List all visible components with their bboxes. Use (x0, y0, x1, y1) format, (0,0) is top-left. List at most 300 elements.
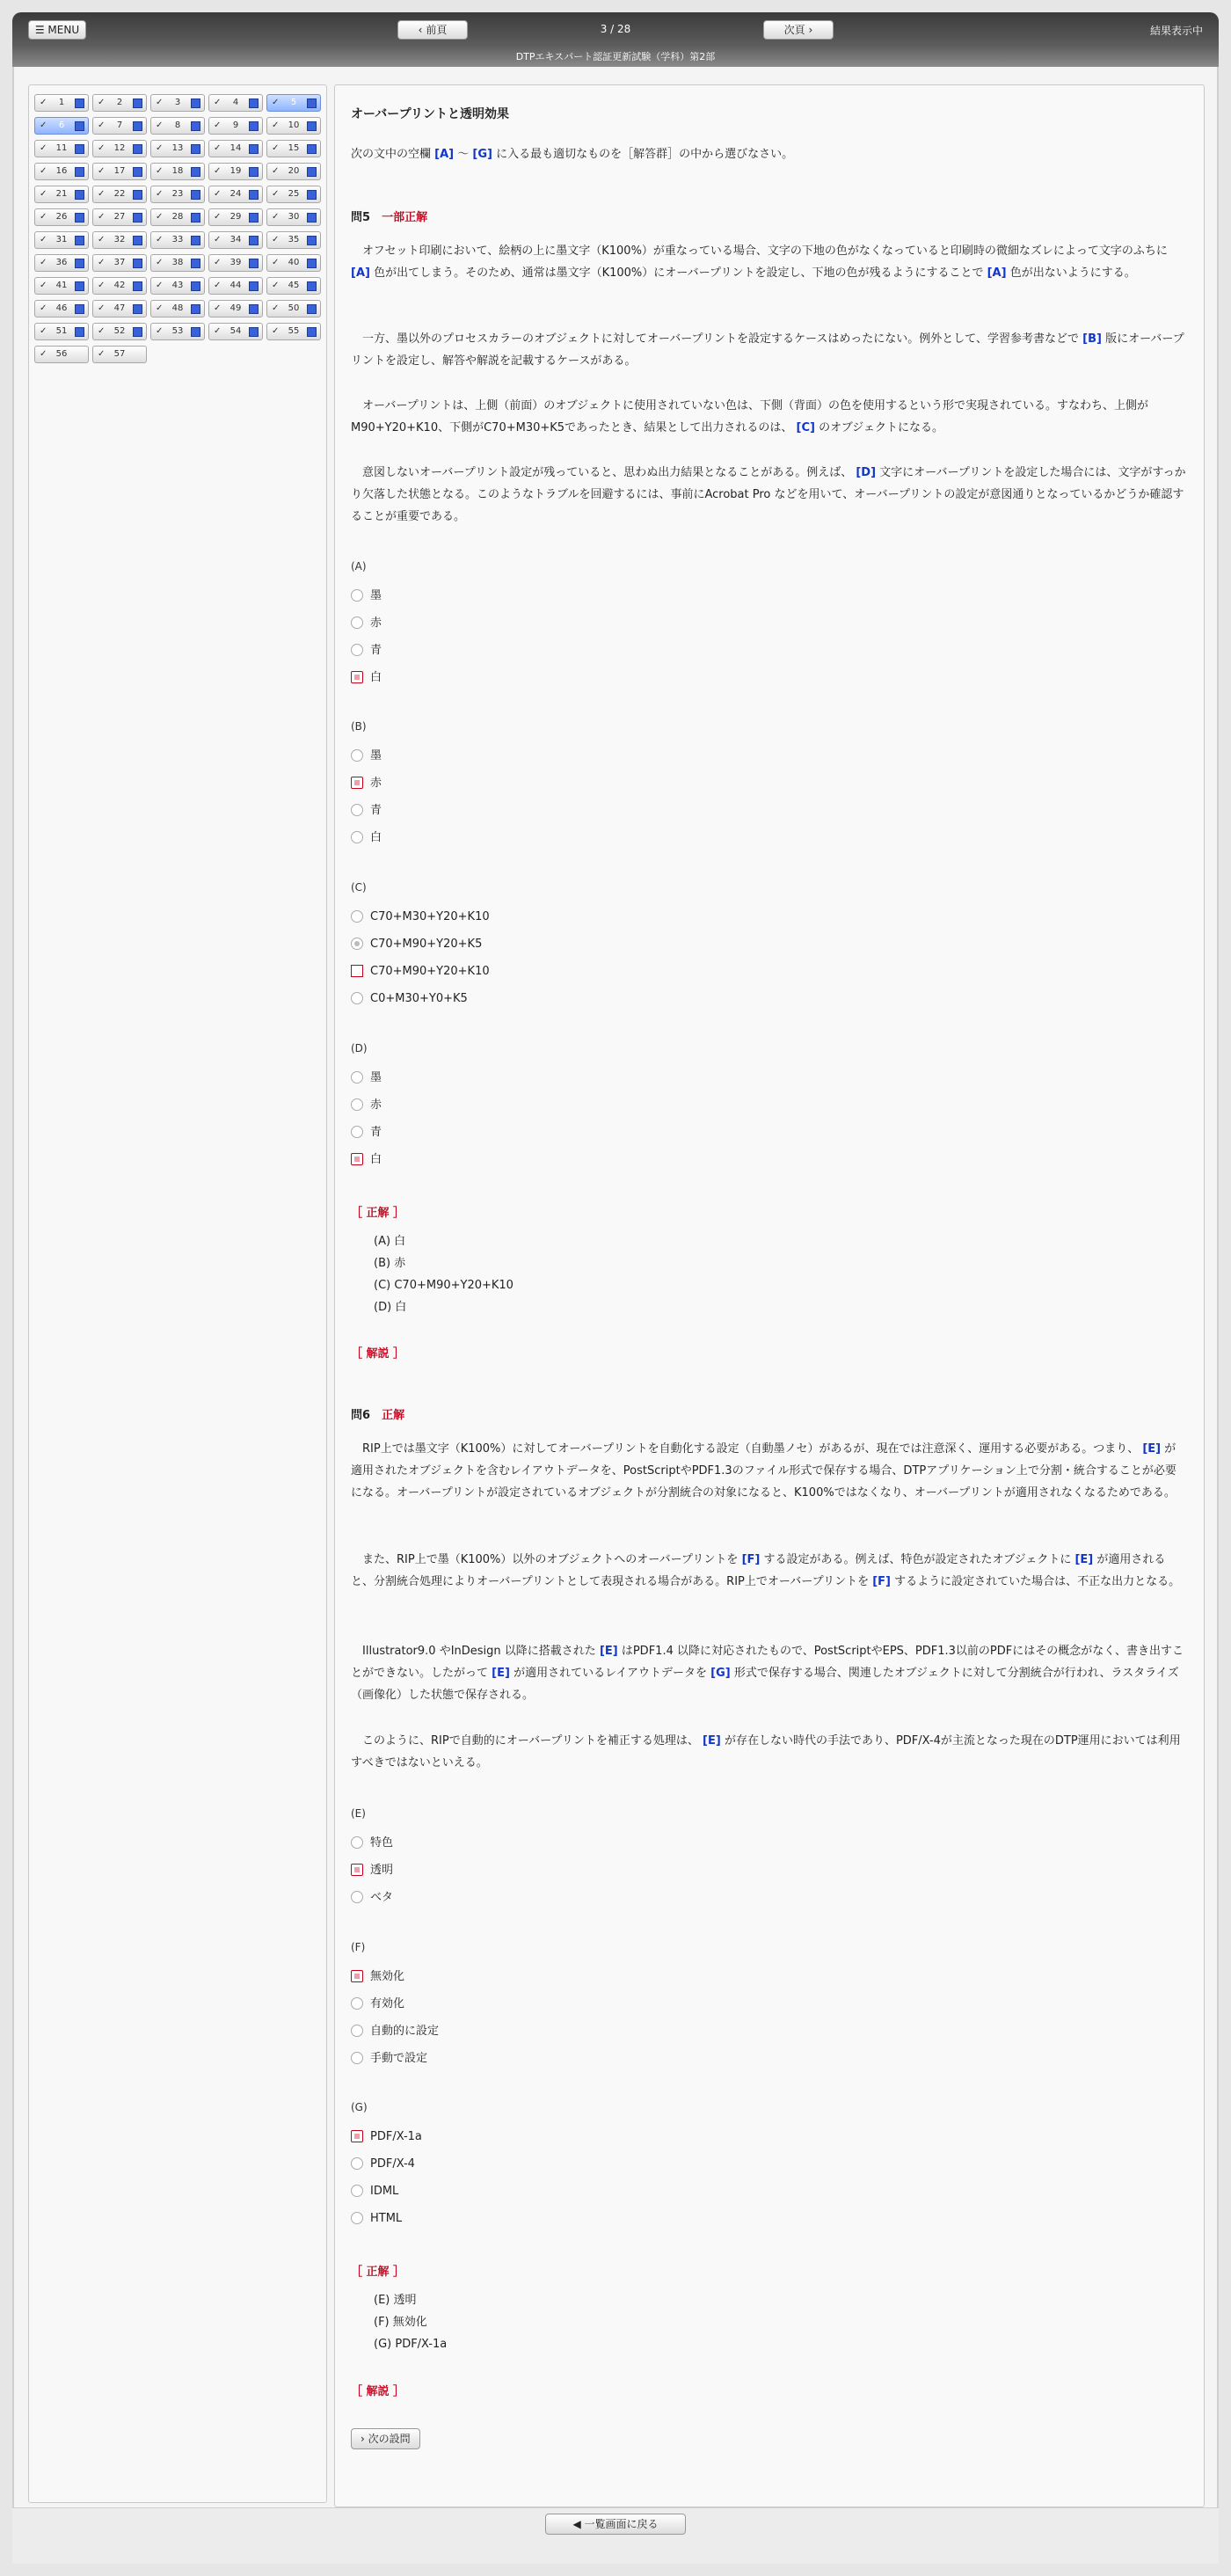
question-nav-35[interactable] (266, 231, 321, 249)
question-nav-28[interactable] (150, 208, 205, 226)
option-a-3[interactable]: 青 (351, 643, 382, 659)
question-nav-4[interactable] (208, 94, 263, 112)
question-nav-50[interactable] (266, 300, 321, 317)
check-icon: ✓ (214, 326, 222, 336)
section-title: オーバープリントと透明効果 (351, 107, 510, 121)
answered-flag-icon (191, 99, 200, 108)
group-c-label: (C) (351, 881, 367, 894)
radio-icon (351, 831, 363, 843)
question-nav-15[interactable] (266, 140, 321, 157)
option-f-1[interactable]: 無効化 (351, 1969, 404, 1985)
question-number: 12 (113, 143, 126, 153)
answered-flag-icon (133, 304, 142, 314)
check-icon: ✓ (214, 166, 222, 176)
option-b-4[interactable]: 白 (351, 830, 382, 846)
check-icon: ✓ (156, 120, 164, 130)
check-icon: ✓ (214, 258, 222, 267)
question-nav-37[interactable] (92, 254, 147, 272)
question-number: 48 (171, 303, 184, 313)
question-number: 34 (229, 235, 242, 244)
answered-flag-icon (75, 213, 84, 223)
selected-radio-icon (351, 671, 363, 683)
check-icon: ✓ (156, 98, 164, 107)
arrow-left-circle-icon: ◀ (572, 2518, 581, 2530)
answered-flag-icon (307, 236, 317, 245)
question-nav-1[interactable] (34, 94, 89, 112)
question-nav-45[interactable] (266, 277, 321, 295)
selected-radio-icon (351, 1153, 363, 1165)
option-e-2[interactable]: 透明 (351, 1863, 393, 1879)
q5-explanation-heading: ［ 解説 ］ (351, 1347, 405, 1361)
question-nav-30[interactable] (266, 208, 321, 226)
question-number: 54 (229, 326, 242, 336)
question-content (334, 84, 1205, 2507)
chevron-right-icon: › (361, 2433, 365, 2445)
question-number: 24 (229, 189, 242, 199)
question-nav-41[interactable] (34, 277, 89, 295)
question-nav-38[interactable] (150, 254, 205, 272)
check-icon: ✓ (98, 349, 106, 359)
answered-flag-icon (75, 121, 84, 131)
check-icon: ✓ (98, 189, 106, 199)
question-number: 50 (288, 303, 300, 313)
radio-icon (351, 749, 363, 762)
q6-answer-2: (F) 無効化 (374, 2316, 427, 2329)
answered-flag-icon (249, 304, 259, 314)
answered-flag-icon (75, 327, 84, 337)
answered-flag-icon (249, 259, 259, 268)
option-a-2[interactable]: 赤 (351, 616, 382, 631)
check-icon: ✓ (40, 258, 47, 267)
answered-flag-icon (249, 213, 259, 223)
answered-flag-icon (133, 281, 142, 291)
radio-icon (351, 1071, 363, 1084)
question-nav-54[interactable] (208, 323, 263, 340)
question-nav-22[interactable] (92, 186, 147, 203)
check-icon: ✓ (272, 235, 280, 244)
question-number: 55 (288, 326, 300, 336)
check-icon: ✓ (98, 166, 106, 176)
check-icon: ✓ (272, 212, 280, 222)
option-d-3[interactable]: 青 (351, 1125, 382, 1141)
option-d-1[interactable]: 墨 (351, 1070, 382, 1086)
question-number: 2 (116, 98, 123, 107)
chevron-right-icon: › (808, 24, 813, 36)
question-number: 31 (55, 235, 68, 244)
check-icon: ✓ (214, 235, 222, 244)
q6-answer-heading: ［ 正解 ］ (351, 2266, 405, 2279)
question-number: 21 (55, 189, 68, 199)
check-icon: ✓ (272, 303, 280, 313)
answered-flag-icon (133, 99, 142, 108)
q6-answer-3: (G) PDF/X-1a (374, 2338, 448, 2351)
question-nav-57[interactable] (92, 346, 147, 363)
question-nav-20[interactable] (266, 163, 321, 180)
question-nav-53[interactable] (150, 323, 205, 340)
question-number: 27 (113, 212, 126, 222)
menu-label: ☰ MENU (34, 24, 80, 36)
answered-flag-icon (133, 190, 142, 200)
answered-flag-icon (191, 213, 200, 223)
question-nav-56[interactable] (34, 346, 89, 363)
answered-flag-icon (249, 144, 259, 154)
q6-answer-1: (E) 透明 (374, 2294, 417, 2307)
question-nav-24[interactable] (208, 186, 263, 203)
check-icon: ✓ (98, 235, 106, 244)
check-icon: ✓ (98, 258, 106, 267)
question-number: 8 (174, 120, 181, 130)
question-nav-18[interactable] (150, 163, 205, 180)
selected-radio-icon (351, 1864, 363, 1876)
radio-icon (351, 804, 363, 816)
answered-flag-icon (307, 304, 317, 314)
option-c-2[interactable]: C70+M90+Y20+K5 (351, 937, 482, 952)
option-a-4[interactable]: 白 (351, 670, 382, 686)
option-f-3[interactable]: 自動的に設定 (351, 2024, 439, 2040)
answered-flag-icon (75, 304, 84, 314)
answered-flag-icon (307, 281, 317, 291)
check-icon: ✓ (214, 212, 222, 222)
selected-radio-icon (351, 938, 363, 950)
option-g-1[interactable]: PDF/X-1a (351, 2129, 422, 2145)
question-number: 10 (288, 120, 300, 130)
question-nav-47[interactable] (92, 300, 147, 317)
radio-icon (351, 589, 363, 602)
option-e-3[interactable]: ベタ (351, 1890, 393, 1906)
next-page-button[interactable] (763, 20, 834, 40)
radio-icon (351, 1836, 363, 1849)
answered-flag-icon (191, 236, 200, 245)
question-nav-49[interactable] (208, 300, 263, 317)
q6-paragraph-2: また、RIP上で墨（K100%）以外のオブジェクトへのオーバープリントを [F] する設定がある。例えば、特色が設定されたオブジェクトに [E] が適用されると、分割統合処理によりオーバープリントとして表現される場合がある。RIP上でオーバープリントを [F] するように設定されていた場合は、不正な出力となる。 (351, 1553, 1181, 1588)
instruction-text: 次の文中の空欄 [A] 〜 [G] に入る最も適切なものを［解答群］の中から選びなさい。 (351, 148, 794, 161)
question-number: 11 (55, 143, 68, 153)
question-number: 53 (171, 326, 184, 336)
answered-flag-icon (249, 121, 259, 131)
question-nav-27[interactable] (92, 208, 147, 226)
question-number: 9 (232, 120, 239, 130)
question-number: 4 (232, 98, 239, 107)
question-number: 20 (288, 166, 300, 176)
check-icon: ✓ (98, 303, 106, 313)
question-nav-9[interactable] (208, 117, 263, 135)
question-nav-14[interactable] (208, 140, 263, 157)
option-c-4[interactable]: C0+M30+Y0+K5 (351, 991, 468, 1007)
radio-icon (351, 992, 363, 1004)
question-nav-43[interactable] (150, 277, 205, 295)
back-to-list-button[interactable]: ◀ 一覧画面に戻る (545, 2514, 686, 2535)
answered-flag-icon (249, 190, 259, 200)
question-number: 37 (113, 258, 126, 267)
check-icon: ✓ (40, 349, 47, 359)
question-nav-6[interactable] (34, 117, 89, 135)
radio-icon (351, 2185, 363, 2197)
question-number: 14 (229, 143, 242, 153)
q5-answer-3: (C) C70+M90+Y20+K10 (374, 1279, 514, 1292)
answered-flag-icon (307, 190, 317, 200)
question-nav-10[interactable] (266, 117, 321, 135)
option-d-2[interactable]: 赤 (351, 1098, 382, 1113)
check-icon: ✓ (272, 120, 280, 130)
answered-flag-icon (307, 144, 317, 154)
question-number: 16 (55, 166, 68, 176)
answered-flag-icon (249, 281, 259, 291)
q5-answer-heading: ［ 正解 ］ (351, 1207, 405, 1220)
question-number: 26 (55, 212, 68, 222)
option-g-3[interactable]: IDML (351, 2184, 398, 2200)
radio-icon (351, 2212, 363, 2224)
question-number: 56 (55, 349, 68, 359)
check-icon: ✓ (40, 166, 47, 176)
answered-flag-icon (133, 213, 142, 223)
page-indicator: 3 / 28 (600, 23, 631, 35)
radio-icon (351, 1997, 363, 2010)
check-icon: ✓ (40, 303, 47, 313)
check-icon: ✓ (98, 98, 106, 107)
question-navigator (28, 84, 327, 2503)
answered-flag-icon (307, 121, 317, 131)
answered-flag-icon (191, 121, 200, 131)
check-icon: ✓ (40, 281, 47, 290)
question-number: 29 (229, 212, 242, 222)
check-icon: ✓ (40, 212, 47, 222)
question-nav-51[interactable] (34, 323, 89, 340)
check-icon: ✓ (156, 326, 164, 336)
group-f-label: (F) (351, 1941, 366, 1953)
question-nav-11[interactable] (34, 140, 89, 157)
question-nav-34[interactable] (208, 231, 263, 249)
question-number: 46 (55, 303, 68, 313)
question-number: 49 (229, 303, 242, 313)
answered-flag-icon (75, 144, 84, 154)
option-a-1[interactable]: 墨 (351, 588, 382, 604)
check-icon: ✓ (40, 189, 47, 199)
question-nav-44[interactable] (208, 277, 263, 295)
question-number: 42 (113, 281, 126, 290)
answered-flag-icon (191, 144, 200, 154)
group-e-label: (E) (351, 1807, 366, 1820)
question-nav-31[interactable] (34, 231, 89, 249)
q5-answer-4: (D) 白 (374, 1301, 407, 1314)
question-nav-32[interactable] (92, 231, 147, 249)
option-f-4[interactable]: 手動で設定 (351, 2051, 427, 2067)
question-nav-19[interactable] (208, 163, 263, 180)
option-g-2[interactable]: PDF/X-4 (351, 2156, 415, 2172)
question-number: 25 (288, 189, 300, 199)
question-number: 44 (229, 281, 242, 290)
question-nav-7[interactable] (92, 117, 147, 135)
radio-icon (351, 910, 363, 923)
question-nav-36[interactable] (34, 254, 89, 272)
answered-flag-icon (133, 327, 142, 337)
group-g-label: (G) (351, 2101, 368, 2113)
question-number: 17 (113, 166, 126, 176)
option-b-2[interactable]: 赤 (351, 776, 382, 792)
question-nav-17[interactable] (92, 163, 147, 180)
answered-flag-icon (307, 167, 317, 177)
question-nav-55[interactable] (266, 323, 321, 340)
question-number: 33 (171, 235, 184, 244)
check-icon: ✓ (156, 189, 164, 199)
check-icon: ✓ (214, 281, 222, 290)
question-number: 6 (58, 120, 65, 130)
answered-flag-icon (75, 281, 84, 291)
check-icon: ✓ (272, 258, 280, 267)
check-icon: ✓ (40, 143, 47, 153)
check-icon: ✓ (272, 189, 280, 199)
result-status: 結果表示中 (1149, 25, 1203, 37)
question-number: 15 (288, 143, 300, 153)
check-icon: ✓ (98, 143, 106, 153)
answered-flag-icon (249, 327, 259, 337)
answered-flag-icon (191, 304, 200, 314)
option-c-1[interactable]: C70+M30+Y20+K10 (351, 909, 490, 925)
check-icon: ✓ (40, 120, 47, 130)
check-icon: ✓ (156, 166, 164, 176)
question-nav-40[interactable] (266, 254, 321, 272)
option-b-1[interactable]: 墨 (351, 748, 382, 764)
question-nav-26[interactable] (34, 208, 89, 226)
prev-label: 前頁 (426, 24, 448, 36)
question-number: 38 (171, 258, 184, 267)
question-number: 32 (113, 235, 126, 244)
radio-icon (351, 2052, 363, 2064)
check-icon: ✓ (214, 189, 222, 199)
answered-flag-icon (133, 121, 142, 131)
q6-paragraph-4: このように、RIPで自動的にオーバープリントを補正する処理は、 [E] が存在しない時代の手法であり、PDF/X-4が主流となった現在のDTP運用においては利用すべきではないといえる。 (351, 1734, 1181, 1770)
question-number: 52 (113, 326, 126, 336)
question-nav-33[interactable] (150, 231, 205, 249)
answered-flag-icon (133, 259, 142, 268)
option-c-3[interactable]: C70+M90+Y20+K10 (351, 964, 490, 980)
next-question-button[interactable]: › 次の設問 (351, 2428, 420, 2449)
radio-icon (351, 1891, 363, 1903)
check-icon: ✓ (98, 281, 106, 290)
q6-paragraph-3: Illustrator9.0 やInDesign 以降に搭載された [E] はPDF1.4 以降に対応されたもので、PostScriptやEPS、PDF1.3以前のPDFにはその概念がなく、書き出すことができない。したがって [E] が適用されているレイアウトデータを [G] 形式で保存する場合、関連したオブジェクトに対して分割統合が行われ、ラスタライズ（画像化）した状態で保存される。 (351, 1645, 1184, 1702)
q6-paragraph-1: RIP上では墨文字（K100%）に対してオーバープリントを自動化する設定（自動墨ノセ）があるが、現在では注意深く、運用する必要がある。つまり、 [E] が適用されたオブジェクトを含むレイアウトデータを、PostScriptやPDF1.3のファイル形式で保存する場合、DTPアプリケーション上で分割・統合することが必要になる。オーバープリントが設定されているオブジェクトが分割統合の対象になると、K100%ではなくなり、オーバープリントが適用されなくなるためである。 (351, 1442, 1176, 1500)
check-icon: ✓ (272, 281, 280, 290)
radio-icon (351, 1098, 363, 1111)
group-b-label: (B) (351, 720, 367, 733)
radio-icon (351, 617, 363, 629)
question-number: 22 (113, 189, 126, 199)
check-icon: ✓ (214, 120, 222, 130)
question-nav-13[interactable] (150, 140, 205, 157)
q5-paragraph-2: 一方、墨以外のプロセスカラーのオブジェクトに対してオーバープリントを設定するケースはめったにない。例外として、学習参考書などで [B] 版にオーバープリントを設定し、解答や解説を記載するケースがある。 (351, 332, 1184, 368)
check-icon: ✓ (156, 143, 164, 153)
check-icon: ✓ (40, 235, 47, 244)
question-number: 30 (288, 212, 300, 222)
answered-flag-icon (133, 236, 142, 245)
selected-radio-icon (351, 2130, 363, 2142)
option-e-1[interactable]: 特色 (351, 1835, 393, 1851)
chevron-left-icon: ‹ (418, 24, 423, 36)
check-icon: ✓ (40, 98, 47, 107)
question-nav-29[interactable] (208, 208, 263, 226)
answered-flag-icon (191, 259, 200, 268)
question-nav-8[interactable] (150, 117, 205, 135)
question-nav-48[interactable] (150, 300, 205, 317)
correct-answer-icon (351, 965, 363, 977)
answered-flag-icon (75, 236, 84, 245)
question-nav-39[interactable] (208, 254, 263, 272)
check-icon: ✓ (156, 303, 164, 313)
question-nav-21[interactable] (34, 186, 89, 203)
question-number: 45 (288, 281, 300, 290)
option-f-2[interactable]: 有効化 (351, 1996, 404, 2012)
check-icon: ✓ (272, 326, 280, 336)
next-label: 次頁 (783, 24, 805, 36)
radio-icon (351, 2025, 363, 2037)
question-number: 43 (171, 281, 184, 290)
check-icon: ✓ (214, 303, 222, 313)
question-nav-52[interactable] (92, 323, 147, 340)
selected-radio-icon (351, 1970, 363, 1982)
radio-icon (351, 1126, 363, 1138)
question-number: 23 (171, 189, 184, 199)
question-nav-5[interactable] (266, 94, 321, 112)
check-icon: ✓ (156, 212, 164, 222)
question-nav-3[interactable] (150, 94, 205, 112)
answered-flag-icon (133, 167, 142, 177)
exam-title: DTPエキスパート認証更新試験（学科）第2部 (515, 51, 716, 62)
question-nav-2[interactable] (92, 94, 147, 112)
answered-flag-icon (307, 99, 317, 108)
question-number: 41 (55, 281, 68, 290)
question-nav-46[interactable] (34, 300, 89, 317)
option-b-3[interactable]: 青 (351, 803, 382, 819)
q5-answer-2: (B) 赤 (374, 1257, 406, 1270)
check-icon: ✓ (156, 281, 164, 290)
question-number: 19 (229, 166, 242, 176)
question-nav-42[interactable] (92, 277, 147, 295)
radio-icon (351, 644, 363, 656)
header-bar (12, 12, 1219, 67)
answered-flag-icon (75, 259, 84, 268)
check-icon: ✓ (214, 143, 222, 153)
answered-flag-icon (75, 167, 84, 177)
question-nav-23[interactable] (150, 186, 205, 203)
answered-flag-icon (249, 167, 259, 177)
option-g-4[interactable]: HTML (351, 2211, 402, 2227)
group-d-label: (D) (351, 1042, 368, 1054)
question-number: 18 (171, 166, 184, 176)
answered-flag-icon (249, 236, 259, 245)
question-number: 47 (113, 303, 126, 313)
question-number: 13 (171, 143, 184, 153)
answered-flag-icon (191, 327, 200, 337)
question-number: 57 (113, 349, 126, 359)
radio-icon (351, 2157, 363, 2170)
question-number: 35 (288, 235, 300, 244)
check-icon: ✓ (98, 326, 106, 336)
q6-explanation-heading: ［ 解説 ］ (351, 2385, 405, 2398)
option-d-4[interactable]: 白 (351, 1152, 382, 1168)
answered-flag-icon (75, 99, 84, 108)
check-icon: ✓ (272, 143, 280, 153)
question-nav-12[interactable] (92, 140, 147, 157)
question-number: 3 (174, 98, 181, 107)
check-icon: ✓ (98, 212, 106, 222)
q6-heading: 問6 正解 (351, 1409, 405, 1422)
question-number: 1 (58, 98, 65, 107)
question-nav-25[interactable] (266, 186, 321, 203)
question-number: 28 (171, 212, 184, 222)
question-nav-16[interactable] (34, 163, 89, 180)
answered-flag-icon (307, 259, 317, 268)
answered-flag-icon (307, 327, 317, 337)
check-icon: ✓ (214, 98, 222, 107)
